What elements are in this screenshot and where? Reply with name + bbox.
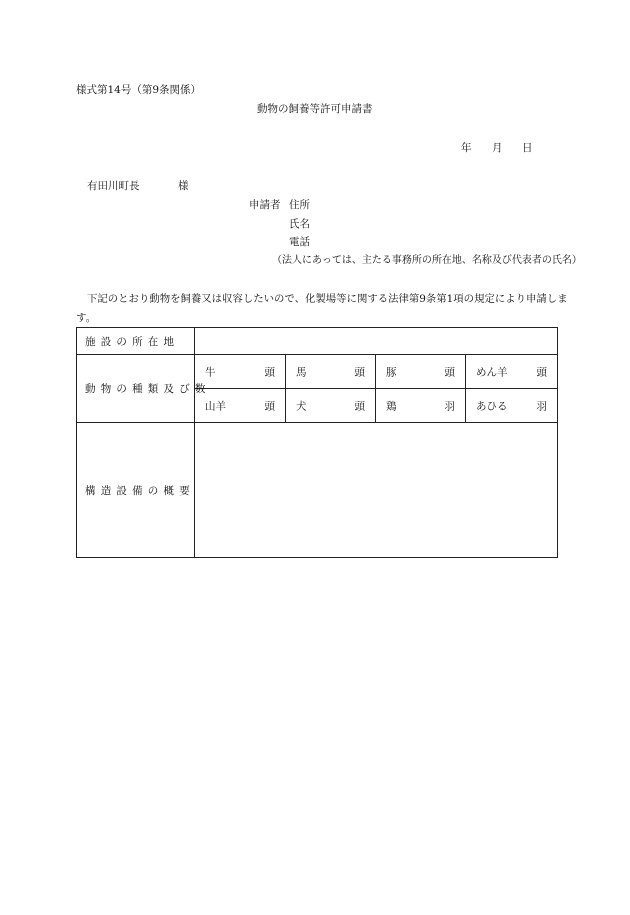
animals-row-1	[77, 355, 558, 389]
animal-name: 山羊	[205, 400, 226, 412]
animal-cell-sheep[interactable]	[466, 355, 558, 389]
body-text-line1: 下記のとおり動物を飼養又は収容したいので、化製場等に関する法律第9条第1項の規定により申請しま	[87, 293, 568, 305]
addressee-honorific: 様	[178, 180, 189, 192]
animal-unit: 頭	[264, 400, 275, 412]
animal-name: 牛	[205, 366, 216, 378]
animal-cell-cattle[interactable]	[195, 355, 286, 389]
applicant-label: 申請者	[249, 199, 281, 211]
facilities-row	[77, 423, 558, 558]
animal-unit: 頭	[536, 366, 547, 378]
animal-unit: 羽	[536, 400, 547, 412]
form-number: 様式第14号（第9条関係）	[76, 84, 202, 96]
applicant-corporate-note: （法人にあっては、主たる事務所の所在地、名称及び代表者の氏名）	[272, 255, 582, 266]
location-row	[77, 328, 558, 355]
animal-name: めん羊	[476, 366, 508, 378]
animal-name: 犬	[296, 400, 307, 412]
animal-unit: 頭	[354, 400, 365, 412]
document-title: 動物の飼養等許可申請書	[257, 103, 373, 115]
animal-unit: 頭	[264, 366, 275, 378]
addressee-name: 有田川町長	[87, 180, 140, 192]
animal-cell-goat[interactable]	[195, 389, 286, 423]
date-day-label: 日	[522, 142, 533, 154]
animal-cell-pig[interactable]	[376, 355, 466, 389]
animal-cell-duck[interactable]	[466, 389, 558, 423]
body-text-line2: す。	[76, 312, 97, 324]
date-month-label: 月	[492, 142, 503, 154]
animal-cell-horse[interactable]	[286, 355, 376, 389]
applicant-name-label: 氏名	[289, 218, 310, 230]
animal-name: 鶏	[386, 400, 397, 412]
animal-name: 馬	[296, 366, 307, 378]
animal-cell-chicken[interactable]	[376, 389, 466, 423]
animals-label: 動物の種類及び数	[77, 355, 195, 423]
animal-unit: 羽	[444, 400, 455, 412]
facilities-value[interactable]	[195, 423, 558, 558]
applicant-phone-label: 電話	[289, 236, 310, 248]
application-table	[76, 327, 558, 558]
applicant-address-label: 住所	[289, 199, 310, 211]
facilities-label: 構造設備の概要	[77, 423, 195, 558]
location-value[interactable]	[195, 328, 558, 355]
animal-unit: 頭	[354, 366, 365, 378]
animal-name: 豚	[386, 366, 397, 378]
animal-cell-dog[interactable]	[286, 389, 376, 423]
animal-unit: 頭	[444, 366, 455, 378]
date-year-label: 年	[461, 142, 472, 154]
location-label: 施設の所在地	[77, 328, 195, 355]
animal-name: あひる	[476, 400, 508, 412]
